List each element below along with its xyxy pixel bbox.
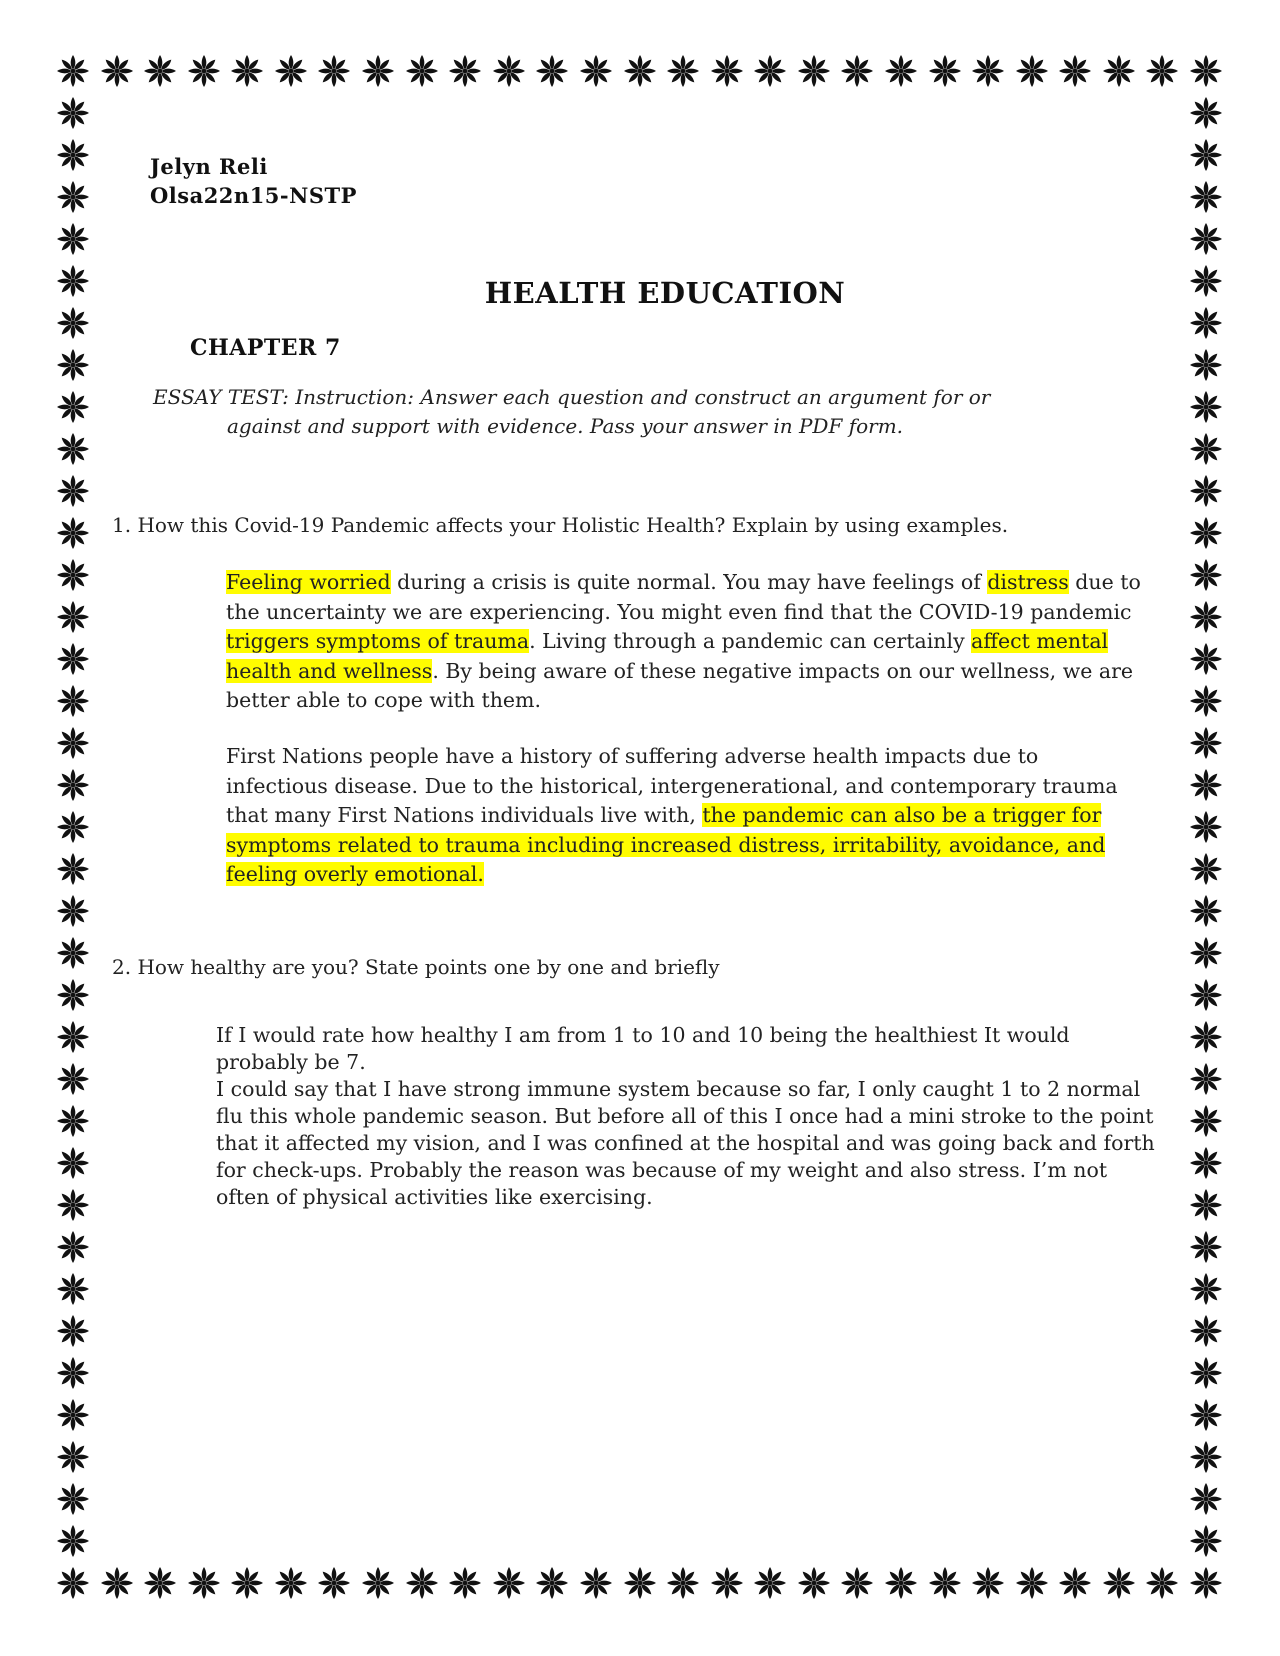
- asterisk-flower-icon: [56, 726, 90, 760]
- asterisk-flower-icon: [840, 54, 874, 88]
- answer-text: . By being aware of these negative impacts on our wellness, we are better able to cope with them.: [226, 658, 1134, 712]
- asterisk-flower-icon: [710, 54, 744, 88]
- asterisk-flower-icon: [1189, 978, 1223, 1012]
- asterisk-flower-icon: [361, 54, 395, 88]
- instructions: [153, 383, 1113, 441]
- asterisk-flower-icon: [971, 1566, 1005, 1600]
- asterisk-flower-icon: [797, 54, 831, 88]
- asterisk-flower-icon: [56, 1524, 90, 1558]
- answer-2: [216, 1022, 1156, 1211]
- asterisk-flower-icon: [448, 54, 482, 88]
- asterisk-flower-icon: [56, 306, 90, 340]
- asterisk-flower-icon: [56, 1356, 90, 1390]
- asterisk-flower-icon: [1189, 600, 1223, 634]
- asterisk-flower-icon: [56, 1566, 90, 1600]
- asterisk-flower-icon: [56, 1272, 90, 1306]
- asterisk-flower-icon: [710, 1566, 744, 1600]
- asterisk-flower-icon: [56, 1062, 90, 1096]
- asterisk-flower-icon: [317, 54, 351, 88]
- asterisk-flower-icon: [361, 1566, 395, 1600]
- asterisk-flower-icon: [56, 1440, 90, 1474]
- asterisk-flower-icon: [56, 600, 90, 634]
- answer-2-line-2: I could say that I have strong immune system because so far, I only caught 1 to 2 normal flu this whole pandemic season. But before all of this I once had a mini stroke to the point that it affected my vision, and I was confined at the hospital and was going back and forth for check-ups. Probably the reason was because of my weight and also stress. I’m not often of physical activities like exercising.: [216, 1077, 1155, 1209]
- asterisk-flower-icon: [1145, 54, 1179, 88]
- student-name: Jelyn Reli: [150, 154, 268, 179]
- answer-1-paragraph-2: [226, 742, 1146, 890]
- asterisk-flower-icon: [1189, 96, 1223, 130]
- asterisk-flower-icon: [840, 1566, 874, 1600]
- question-1: 1. How this Covid-19 Pandemic affects your Holistic Health? Explain by using examples.: [112, 513, 1009, 537]
- asterisk-flower-icon: [100, 1566, 134, 1600]
- asterisk-flower-icon: [56, 516, 90, 550]
- asterisk-flower-icon: [492, 1566, 526, 1600]
- asterisk-flower-icon: [56, 54, 90, 88]
- asterisk-flower-icon: [1189, 1020, 1223, 1054]
- asterisk-flower-icon: [56, 978, 90, 1012]
- asterisk-flower-icon: [187, 1566, 221, 1600]
- asterisk-flower-icon: [1189, 1440, 1223, 1474]
- asterisk-flower-icon: [753, 54, 787, 88]
- asterisk-flower-icon: [1102, 54, 1136, 88]
- asterisk-flower-icon: [1189, 768, 1223, 802]
- asterisk-flower-icon: [56, 684, 90, 718]
- asterisk-flower-icon: [1189, 1230, 1223, 1264]
- asterisk-flower-icon: [579, 1566, 613, 1600]
- asterisk-flower-icon: [1189, 1062, 1223, 1096]
- asterisk-flower-icon: [1189, 936, 1223, 970]
- asterisk-flower-icon: [928, 54, 962, 88]
- asterisk-flower-icon: [56, 810, 90, 844]
- asterisk-flower-icon: [56, 180, 90, 214]
- asterisk-flower-icon: [1102, 1566, 1136, 1600]
- asterisk-flower-icon: [56, 558, 90, 592]
- asterisk-flower-icon: [56, 936, 90, 970]
- asterisk-flower-icon: [56, 390, 90, 424]
- asterisk-flower-icon: [1145, 1566, 1179, 1600]
- asterisk-flower-icon: [56, 1020, 90, 1054]
- asterisk-flower-icon: [1189, 348, 1223, 382]
- highlight: the pandemic can also be a trigger for symptoms related to trauma including increased distress, irritability, avoidance, and feeling overly emotional.: [226, 803, 1106, 886]
- asterisk-flower-icon: [56, 1398, 90, 1432]
- asterisk-flower-icon: [1058, 1566, 1092, 1600]
- asterisk-flower-icon: [1189, 306, 1223, 340]
- asterisk-flower-icon: [884, 54, 918, 88]
- asterisk-flower-icon: [535, 1566, 569, 1600]
- asterisk-flower-icon: [1189, 1356, 1223, 1390]
- asterisk-flower-icon: [1189, 1104, 1223, 1138]
- asterisk-flower-icon: [56, 1188, 90, 1222]
- answer-text: due to the uncertainty we are experiencing. You might even find that the COVID-19 pandemic: [226, 570, 1141, 624]
- asterisk-flower-icon: [1189, 222, 1223, 256]
- instruction-line-2: against and support with evidence. Pass your answer in PDF form.: [227, 414, 904, 438]
- highlight: triggers symptoms of trauma: [226, 629, 530, 653]
- asterisk-flower-icon: [56, 96, 90, 130]
- answer-text: . Living through a pandemic can certainly: [529, 629, 972, 653]
- asterisk-flower-icon: [1189, 1188, 1223, 1222]
- asterisk-flower-icon: [1189, 1314, 1223, 1348]
- highlight: Feeling worried: [226, 570, 391, 594]
- asterisk-flower-icon: [1015, 54, 1049, 88]
- student-info: [150, 152, 357, 210]
- asterisk-flower-icon: [971, 54, 1005, 88]
- asterisk-flower-icon: [1189, 1566, 1223, 1600]
- highlight: affect mental health and wellness: [226, 629, 1109, 683]
- asterisk-flower-icon: [56, 1104, 90, 1138]
- asterisk-flower-icon: [143, 1566, 177, 1600]
- asterisk-flower-icon: [405, 54, 439, 88]
- question-2: 2. How healthy are you? State points one by one and briefly: [112, 955, 720, 979]
- asterisk-flower-icon: [56, 1314, 90, 1348]
- asterisk-flower-icon: [56, 474, 90, 508]
- asterisk-flower-icon: [623, 1566, 657, 1600]
- asterisk-flower-icon: [1189, 558, 1223, 592]
- answer-text: First Nations people have a history of suffering adverse health impacts due to infectious disease. Due to the historical, intergenerational, and contemporary trauma that many First Nations individuals live with,: [226, 744, 1118, 827]
- asterisk-flower-icon: [1189, 810, 1223, 844]
- asterisk-flower-icon: [623, 54, 657, 88]
- asterisk-flower-icon: [56, 894, 90, 928]
- asterisk-flower-icon: [56, 348, 90, 382]
- asterisk-flower-icon: [1189, 516, 1223, 550]
- chapter-heading: CHAPTER 7: [190, 335, 341, 361]
- answer-2-line-1: If I would rate how healthy I am from 1 to 10 and 10 being the healthiest It would probably be 7.: [216, 1023, 1070, 1074]
- asterisk-flower-icon: [1189, 432, 1223, 466]
- asterisk-flower-icon: [56, 432, 90, 466]
- answer-1-paragraph-1: [226, 568, 1146, 716]
- asterisk-flower-icon: [1015, 1566, 1049, 1600]
- answer-text: during a crisis is quite normal. You may have feelings of: [390, 570, 988, 594]
- asterisk-flower-icon: [56, 852, 90, 886]
- asterisk-flower-icon: [56, 642, 90, 676]
- asterisk-flower-icon: [1189, 138, 1223, 172]
- asterisk-flower-icon: [56, 1146, 90, 1180]
- highlight: distress: [987, 570, 1069, 594]
- asterisk-flower-icon: [1189, 894, 1223, 928]
- asterisk-flower-icon: [448, 1566, 482, 1600]
- asterisk-flower-icon: [579, 54, 613, 88]
- asterisk-flower-icon: [1058, 54, 1092, 88]
- asterisk-flower-icon: [1189, 684, 1223, 718]
- asterisk-flower-icon: [535, 54, 569, 88]
- asterisk-flower-icon: [1189, 54, 1223, 88]
- student-code: Olsa22n15-NSTP: [150, 183, 357, 208]
- asterisk-flower-icon: [884, 1566, 918, 1600]
- asterisk-flower-icon: [1189, 852, 1223, 886]
- asterisk-flower-icon: [56, 222, 90, 256]
- asterisk-flower-icon: [1189, 1146, 1223, 1180]
- asterisk-flower-icon: [317, 1566, 351, 1600]
- asterisk-flower-icon: [492, 54, 526, 88]
- asterisk-flower-icon: [1189, 390, 1223, 424]
- asterisk-flower-icon: [1189, 1398, 1223, 1432]
- asterisk-flower-icon: [56, 138, 90, 172]
- asterisk-flower-icon: [405, 1566, 439, 1600]
- asterisk-flower-icon: [1189, 180, 1223, 214]
- asterisk-flower-icon: [1189, 1272, 1223, 1306]
- asterisk-flower-icon: [1189, 726, 1223, 760]
- asterisk-flower-icon: [753, 1566, 787, 1600]
- asterisk-flower-icon: [56, 768, 90, 802]
- asterisk-flower-icon: [56, 1482, 90, 1516]
- asterisk-flower-icon: [797, 1566, 831, 1600]
- asterisk-flower-icon: [56, 1230, 90, 1264]
- asterisk-flower-icon: [143, 54, 177, 88]
- asterisk-flower-icon: [1189, 1524, 1223, 1558]
- asterisk-flower-icon: [1189, 642, 1223, 676]
- asterisk-flower-icon: [666, 54, 700, 88]
- asterisk-flower-icon: [274, 54, 308, 88]
- asterisk-flower-icon: [230, 1566, 264, 1600]
- asterisk-flower-icon: [666, 1566, 700, 1600]
- asterisk-flower-icon: [1189, 474, 1223, 508]
- asterisk-flower-icon: [230, 54, 264, 88]
- asterisk-flower-icon: [100, 54, 134, 88]
- asterisk-flower-icon: [1189, 1482, 1223, 1516]
- instruction-line-1: ESSAY TEST: Instruction: Answer each question and construct an argument for or: [153, 385, 991, 409]
- document-title: HEALTH EDUCATION: [484, 276, 846, 310]
- asterisk-flower-icon: [928, 1566, 962, 1600]
- asterisk-flower-icon: [187, 54, 221, 88]
- asterisk-flower-icon: [274, 1566, 308, 1600]
